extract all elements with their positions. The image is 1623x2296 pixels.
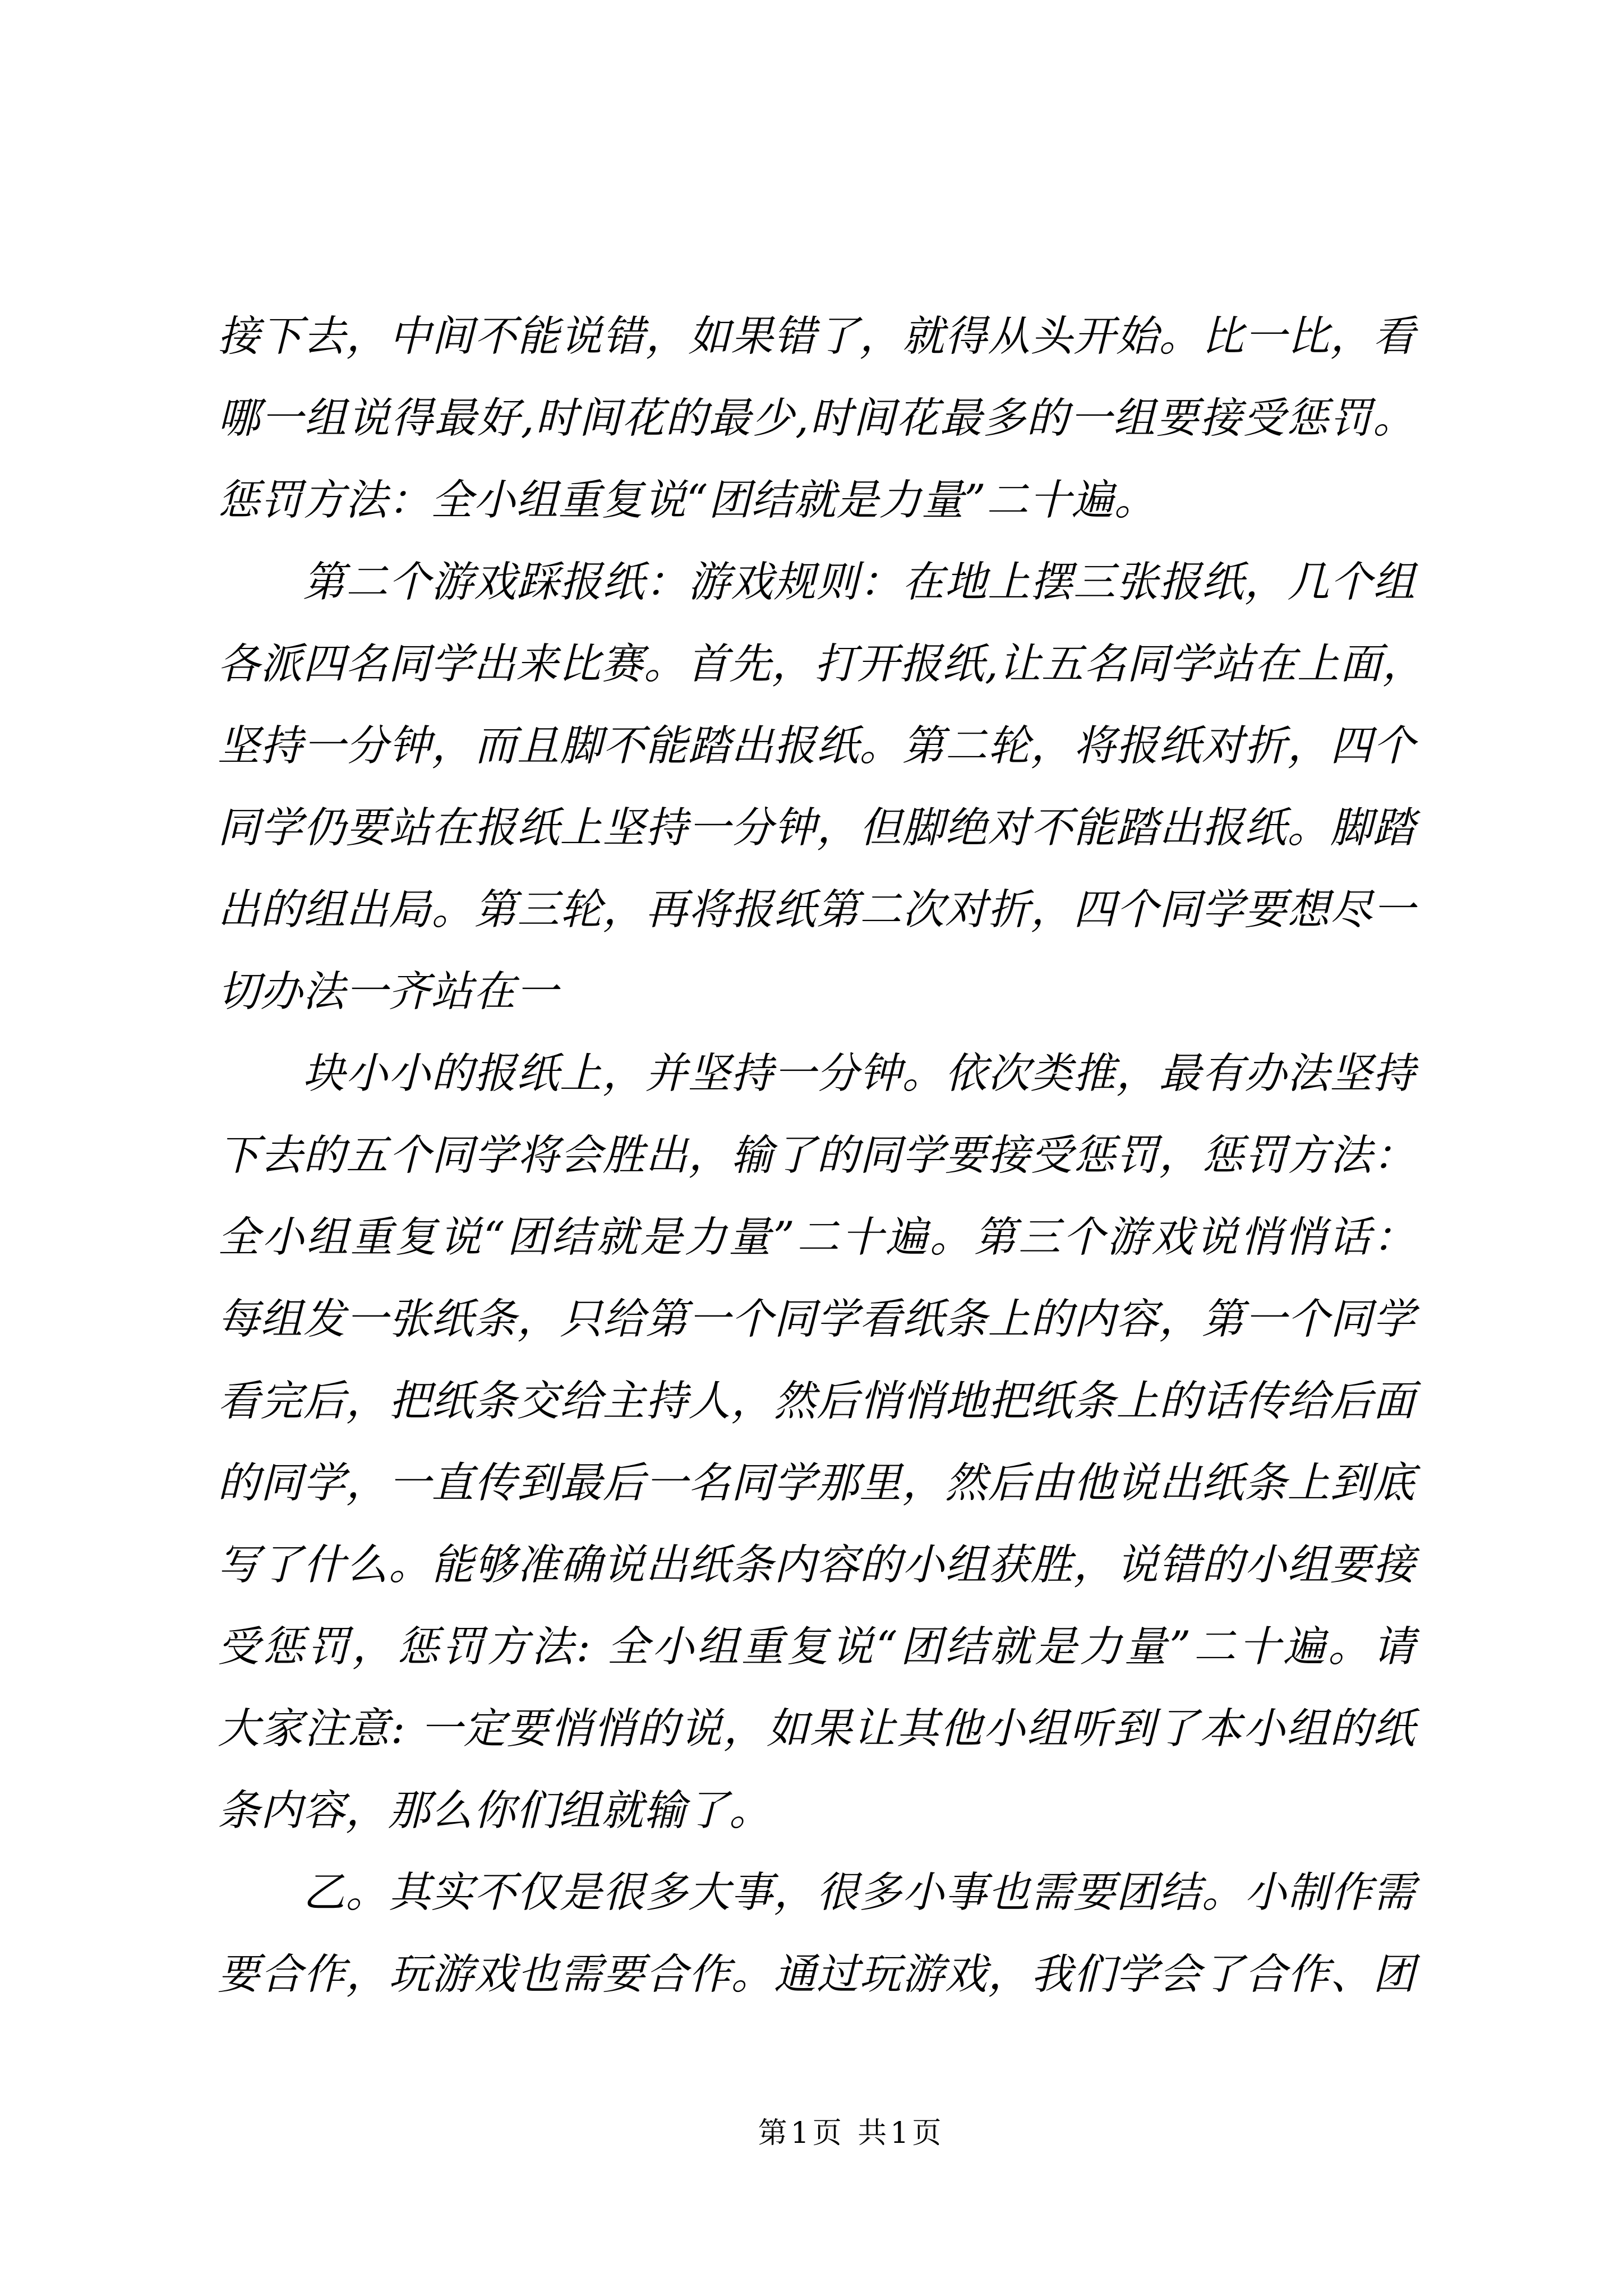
text-line-21: 要合作，玩游戏也需要合作。通过玩游戏，我们学会了合作、团 [218,1949,1415,1999]
text-line-11: 下去的五个同学将会胜出，输了的同学要接受惩罚，惩罚方法： [218,1130,1415,1180]
text-line-9: 切办法一齐站在一 [218,967,559,1016]
text-line-16: 写了什么。能够准确说出纸条内容的小组获胜，说错的小组要接 [218,1540,1415,1589]
text-line-10: 块小小的报纸上，并坚持一分钟。依次类推，最有办法坚持 [303,1048,1415,1098]
text-line-7: 同学仍要站在报纸上坚持一分钟，但脚绝对不能踏出报纸。脚踏 [218,803,1415,852]
document-body [218,295,1425,2015]
text-line-2: 哪一组说得最好,时间花的最少,时间花最多的一组要接受惩罚。 [218,393,1415,443]
text-line-5: 各派四名同学出来比赛。首先，打开报纸,让五名同学站在上面， [218,639,1425,688]
text-line-19: 条内容，那么你们组就输了。 [218,1786,772,1835]
text-line-3: 惩罚方法：全小组重复说“团结就是力量”二十遍。 [218,475,1157,524]
text-line-8: 出的组出局。第三轮，再将报纸第二次对折，四个同学要想尽一 [218,885,1415,934]
text-line-4: 第二个游戏踩报纸：游戏规则：在地上摆三张报纸，几个组 [303,557,1415,606]
page-footer: 第1页 共1页 [758,2116,945,2150]
text-line-6: 坚持一分钟，而且脚不能踏出报纸。第二轮，将报纸对折，四个 [218,721,1415,770]
text-line-1: 接下去，中间不能说错，如果错了，就得从头开始。比一比，看 [218,311,1415,361]
text-line-20: 乙。其实不仅是很多大事，很多小事也需要团结。小制作需 [303,1867,1415,1917]
text-line-13: 每组发一张纸条，只给第一个同学看纸条上的内容，第一个同学 [218,1294,1415,1343]
text-line-17: 受惩罚，惩罚方法: 全小组重复说“团结就是力量”二十遍。请 [218,1622,1415,1671]
text-line-12: 全小组重复说“团结就是力量”二十遍。第三个游戏说悄悄话： [218,1212,1415,1262]
text-line-14: 看完后，把纸条交给主持人，然后悄悄地把纸条上的话传给后面 [218,1376,1415,1425]
text-line-18: 大家注意: 一定要悄悄的说，如果让其他小组听到了本小组的纸 [218,1704,1415,1753]
text-line-15: 的同学，一直传到最后一名同学那里，然后由他说出纸条上到底 [218,1458,1415,1507]
